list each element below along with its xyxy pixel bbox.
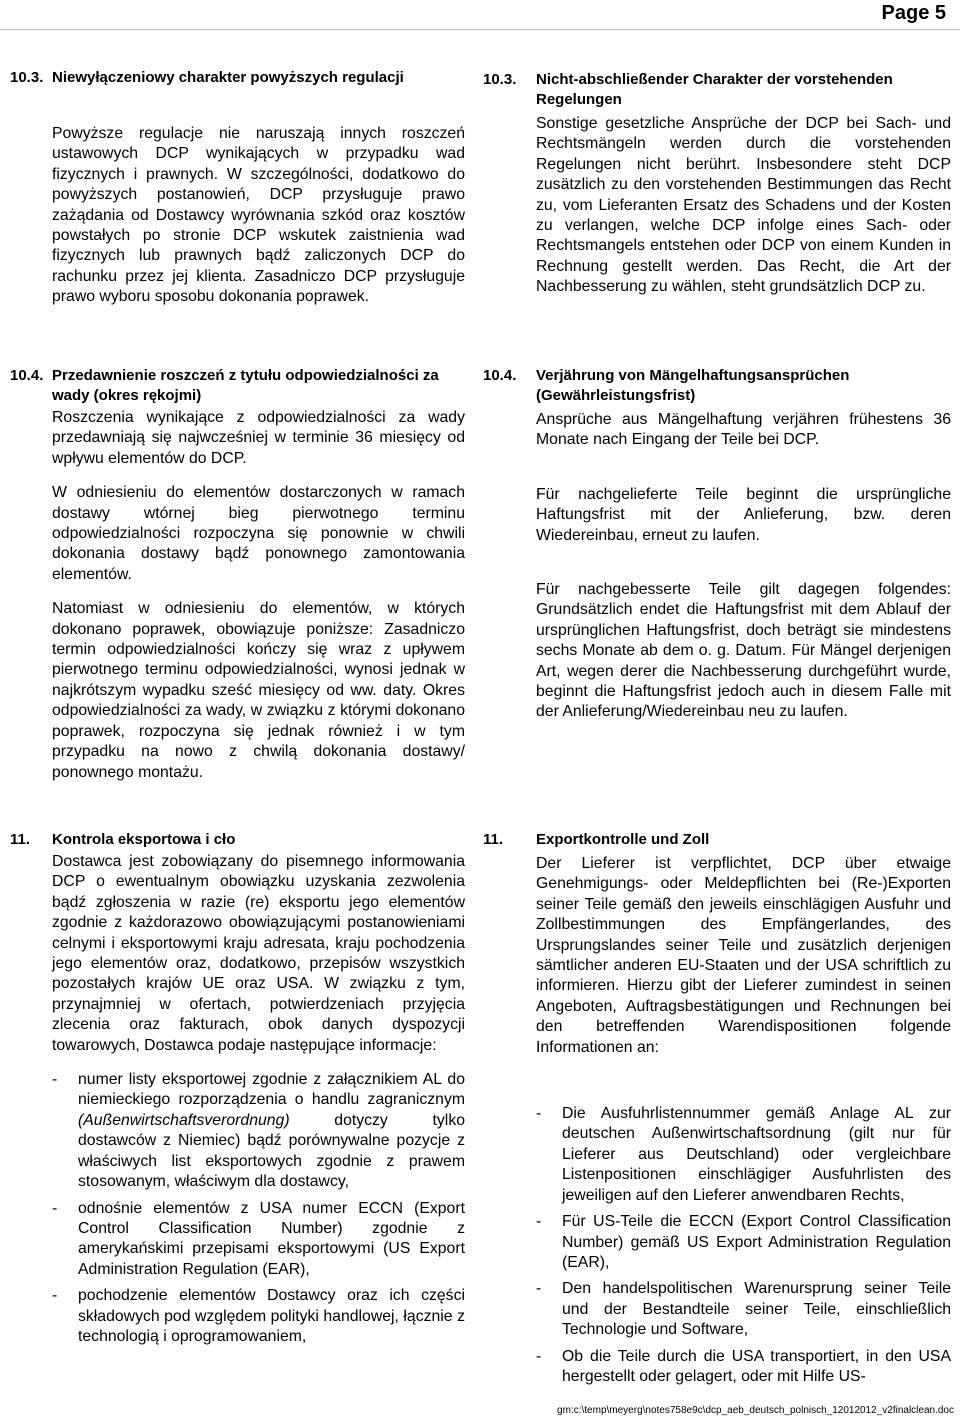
- list-item-text: Die Ausfuhrlistennummer gemäß Anlage AL zur deutschen Außenwirtschaftsordnung (gilt nur für Lieferer aus Deutschland) oder vergleichbare Listenpositionen einschlägiger Ausfuhrlisten des jeweiligen auf den Lieferer anwendbaren Rechts,: [562, 1105, 951, 1204]
- section-text-pl: [52, 852, 465, 1353]
- section-text-pl: [52, 124, 465, 308]
- page-number: Page 5: [881, 2, 946, 24]
- list-item-text: odnośnie elementów z USA numer ECCN (Export Control Classification Number) zgodnie z amerykańskimi przepisami eksportowymi (US Export Administration Regulation (EAR),: [78, 1199, 465, 1278]
- section-number-pl: 11.: [10, 831, 31, 848]
- paragraph: W odniesieniu do elementów dostarczonych w ramach dostawy wtórnej bieg pierwotnego terminu odpowiedzialności rozpoczyna się ponownie w chwili dokonania dostawy bądź ponownego zamontowania elementów.: [52, 484, 465, 583]
- paragraph: Roszczenia wynikające z odpowiedzialności za wady przedawniają się najwcześniej w terminie 36 miesięcy od wpływu elementów do DCP.: [52, 409, 465, 467]
- list-item: [536, 1279, 951, 1340]
- list-item-text: dotyczy tylko dostawców z Niemiec) bądź porównywalne pozycje z właściwych list eksportowych zgodnie z prawem stosowanym, właściwym dla dostawcy,: [78, 1111, 465, 1191]
- section-title-de: Nicht-abschließender Charakter der vorstehenden Regelungen: [536, 71, 893, 108]
- dash-bullet: -: [536, 1347, 542, 1365]
- list-item: [52, 1286, 465, 1347]
- section-title-pl: Kontrola eksportowa i cło: [52, 831, 236, 848]
- section-title-de: Exportkontrolle und Zoll: [536, 831, 710, 848]
- paragraph: Ansprüche aus Mängelhaftung verjähren frühestens 36 Monate nach Eingang der Teile bei DCP.: [536, 411, 951, 449]
- section-number-pl: 10.4.: [10, 367, 44, 384]
- list-item: [52, 1199, 465, 1281]
- bullet-list-pl: [52, 1070, 465, 1347]
- section-text-de: [536, 114, 951, 298]
- section-title-de: Verjährung von Mängelhaftungsansprüchen (Gewährleistungsfrist): [536, 367, 850, 404]
- paragraph: Natomiast w odniesieniu do elementów, w których dokonano poprawek, obowiązuje poniższe: Zasadniczo termin odpowiedzialności kończy się wraz z upływem pierwotnego terminu odpowiedzialności, wynosi jednak w najkrótszym wypadku sześć miesięcy od ww. daty. Okres odpowiedzialności za wady, w związku z którymi dokonano poprawek, rozpoczyna się jednak również i w tym przypadku na nowo z chwilą dokonania dostawy/ ponownego montażu.: [52, 600, 465, 781]
- dash-bullet: -: [52, 1287, 58, 1305]
- section-number-de: 10.4.: [483, 367, 517, 384]
- section-text-pl: [52, 408, 465, 783]
- list-item-text: Ob die Teile durch die USA transportiert, in den USA hergestellt oder gelagert, oder mit Hilfe US-: [562, 1347, 951, 1385]
- section-number-de: 11.: [483, 831, 504, 848]
- dash-bullet: -: [536, 1105, 542, 1123]
- list-item-text: Für US-Teile die ECCN (Export Control Classification Number) gemäß US Export Administration Regulation (EAR),: [562, 1213, 951, 1271]
- footer-file-path: gm:c:\temp\meyerg\notes758e9c\dcp_aeb_deutsch_polnisch_12012012_v2finalclean.doc: [557, 1405, 954, 1416]
- section-text-de: [536, 410, 951, 723]
- list-item: [536, 1104, 951, 1206]
- list-item: [536, 1347, 951, 1388]
- paragraph: Der Lieferer ist verpflichtet, DCP über etwaige Genehmigungs- oder Meldepflichten bei (Re-)Exporten seiner Teile gemäß den jeweils einschlägigen Ausfuhr und Zollbestimmungen des Empfängerlandes, des Ursprungslandes seiner Teile und zusätzlich derjenigen sämtlicher anderen EU-Staaten und der USA schriftlich zu informieren. Hierzu gibt der Lieferer zumindest in seinen Angeboten, Auftragsbestätigungen und Rechnungen bei den betreffenden Warendispositionen folgende Informationen an:: [536, 855, 951, 1056]
- paragraph: Für nachgebesserte Teile gilt dagegen folgendes: Grundsätzlich endet die Haftungsfrist mit dem Ablauf der ursprünglichen Haftungsfrist, doch beträgt sie mindestens sechs Monate ab dem o. g. Datum. Für Mängel derjenigen Art, wegen derer die Nachbesserung durchgeführt wurde, beginnt die Haftungsfrist jedoch auch in diesem Falle mit der Anlieferung/Wiedereinbau neu zu laufen.: [536, 581, 951, 721]
- dash-bullet: -: [536, 1213, 542, 1231]
- section-number-de: 10.3.: [483, 71, 517, 88]
- section-title-pl: Niewyłączeniowy charakter powyższych regulacji: [52, 69, 404, 86]
- paragraph: Für nachgelieferte Teile beginnt die ursprüngliche Haftungsfrist mit der Anlieferung, bzw. deren Wiedereinbau, erneut zu laufen.: [536, 485, 951, 544]
- section-number-pl: 10.3.: [10, 69, 44, 86]
- list-item-text: pochodzenie elementów Dostawcy oraz ich części składowych pod względem polityki handlowej, łącznie z technologią i oprogramowaniem,: [78, 1287, 465, 1345]
- list-item: [536, 1212, 951, 1273]
- list-item-text: Den handelspolitischen Warenursprung seiner Teile und der Bestandteile seiner Teile, einschließlich Technologie und Software,: [562, 1280, 951, 1339]
- dash-bullet: -: [52, 1071, 58, 1089]
- section-text-de: [536, 854, 951, 1393]
- bullet-list-de: [536, 1104, 951, 1387]
- header-rule: [0, 29, 960, 30]
- list-item-emphasis: (Außenwirtschaftsverordnung): [78, 1111, 290, 1129]
- section-title-pl: Przedawnienie roszczeń z tytułu odpowiedzialności za wady (okres rękojmi): [52, 367, 439, 404]
- dash-bullet: -: [52, 1199, 58, 1217]
- list-item: [52, 1070, 465, 1192]
- list-item-text: numer listy eksportowej zgodnie z załącznikiem AL do niemieckiego rozporządzenia o handlu zagranicznym: [78, 1071, 465, 1109]
- paragraph: Powyższe regulacje nie naruszają innych roszczeń ustawowych DCP wynikających w przypadku wad fizycznych i prawnych. W szczególności, dodatkowo do powyższych postanowień, DCP przysługuje prawo zażądania od Dostawcy wyrównania szkód oraz kosztów powstałych po stronie DCP wskutek zaistnienia wad fizycznych lub prawnych bądź zaliczonych DCP do rachunku przez jej klienta. Zasadniczo DCP przysługuje prawo wyboru sposobu dokonania poprawek.: [52, 125, 465, 306]
- paragraph: Sonstige gesetzliche Ansprüche der DCP bei Sach- und Rechtsmängeln werden durch die vorstehenden Regelungen nicht berührt. Insbesondere steht DCP zusätzlich zu den vorstehenden Bestimmungen das Recht zu, vom Lieferanten Ersatz des Schadens und der Kosten zu verlangen, welche DCP infolge eines Sach- oder Rechtsmangels entstehen oder DCP von einem Kunden in Rechnung gestellt werden. Das Recht, die Art der Nachbesserung zu wählen, steht grundsätzlich DCP zu.: [536, 115, 951, 296]
- paragraph: Dostawca jest zobowiązany do pisemnego informowania DCP o ewentualnym obowiązku uzyskania zezwolenia bądź zgłoszenia w razie (re) eksportu jego elementów zgodnie z każdorazowo obowiązującymi postanowieniami celnymi i eksportowymi kraju adresata, kraju pochodzenia jego elementów oraz, dodatkowo, przepisów wszystkich pozostałych krajów UE oraz USA. W związku z tym, przynajmniej w ofertach, potwierdzeniach przyjęcia zlecenia oraz fakturach, obok danych dyspozycji towarowych, Dostawca podaje następujące informacje:: [52, 853, 465, 1054]
- dash-bullet: -: [536, 1280, 542, 1298]
